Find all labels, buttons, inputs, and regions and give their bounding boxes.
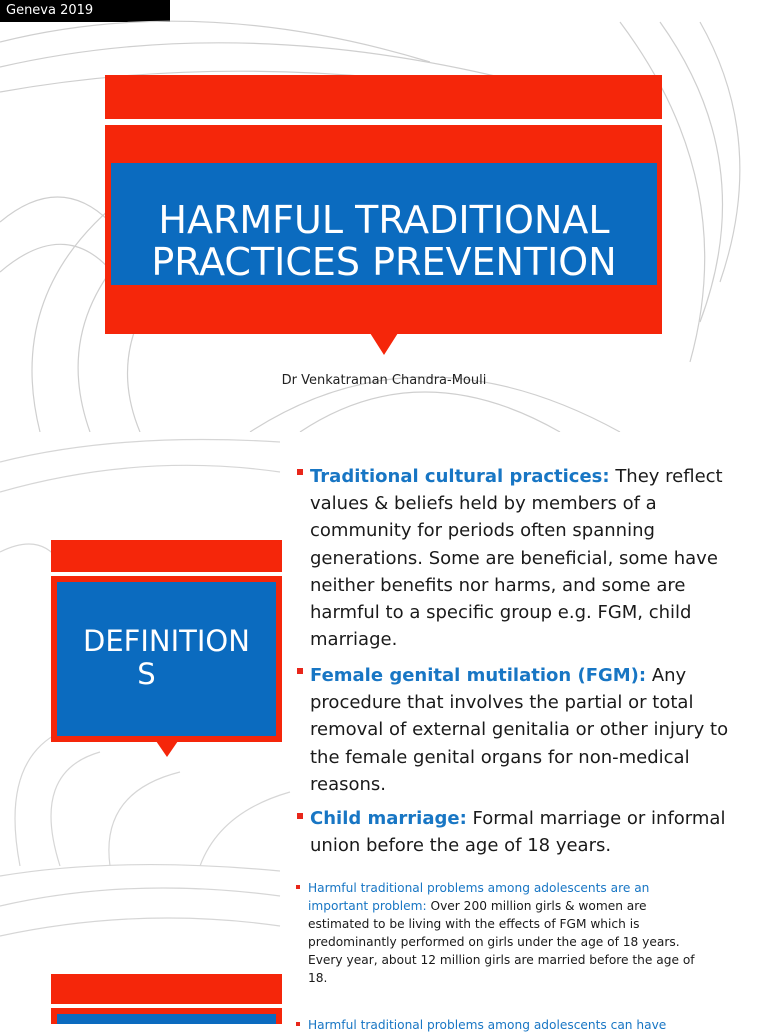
title-pointer: [370, 333, 398, 357]
slide-title: [111, 199, 657, 283]
definition-traditional-practices: [310, 463, 730, 653]
bullet-marker: [297, 469, 303, 475]
author-name: Dr Venkatraman Chandra-Mouli: [281, 373, 487, 388]
definitions-pointer: [156, 741, 178, 759]
problem-top-bar: [51, 974, 282, 1004]
definition-child-marriage: [310, 805, 730, 859]
definitions-heading: [57, 625, 276, 691]
problem-term: Harmful traditional problems among adolescents can have: [308, 1018, 667, 1032]
definitions-heading-line-1: DEFINITION: [83, 624, 250, 658]
term-label: Female genital mutilation (FGM):: [310, 665, 647, 686]
definition-fgm: [310, 662, 730, 798]
term-label: Child marriage:: [310, 808, 467, 829]
definition-text: Any procedure that involves the partial or total removal of external genitalia or other injury to the female genital organs for non-medical reasons.: [310, 665, 729, 795]
bullet-marker: [297, 668, 303, 674]
bullet-marker: [297, 813, 303, 819]
title-line-2: PRACTICES PREVENTION: [151, 240, 617, 284]
term-label: Traditional cultural practices:: [310, 466, 610, 487]
title-line-1: HARMFUL TRADITIONAL: [158, 198, 610, 242]
problem-box: [57, 1014, 276, 1024]
definition-text: They reflect values & beliefs held by members of a community for periods often spanning generations. Some are beneficial, some have neither benefits nor harms, and some are harmful to a specific group e.g. FGM, child marriage.: [310, 466, 723, 651]
problem-term: Harmful traditional problems among adolescents are an important problem:: [308, 881, 650, 913]
header-label: Geneva 2019: [0, 0, 170, 22]
problem-consequences: [308, 1016, 710, 1034]
definitions-heading-line-2: S: [137, 657, 156, 691]
bullet-marker: [296, 885, 300, 889]
problem-slide: [0, 866, 768, 1032]
problem-text: Over 200 million girls & women are estimated to be living with the effects of FGM which is predominantly performed on girls under the age of 18 years. Every year, about 12 million girls are married before the age of 18.: [308, 899, 695, 985]
problem-importance: [308, 879, 710, 987]
definitions-slide: [0, 432, 768, 866]
bullet-marker: [296, 1022, 300, 1026]
definitions-top-bar: [51, 540, 282, 572]
definition-text: Formal marriage or informal union before the age of 18 years.: [310, 808, 726, 857]
title-top-bar: [105, 75, 662, 119]
title-slide: [0, 22, 768, 432]
